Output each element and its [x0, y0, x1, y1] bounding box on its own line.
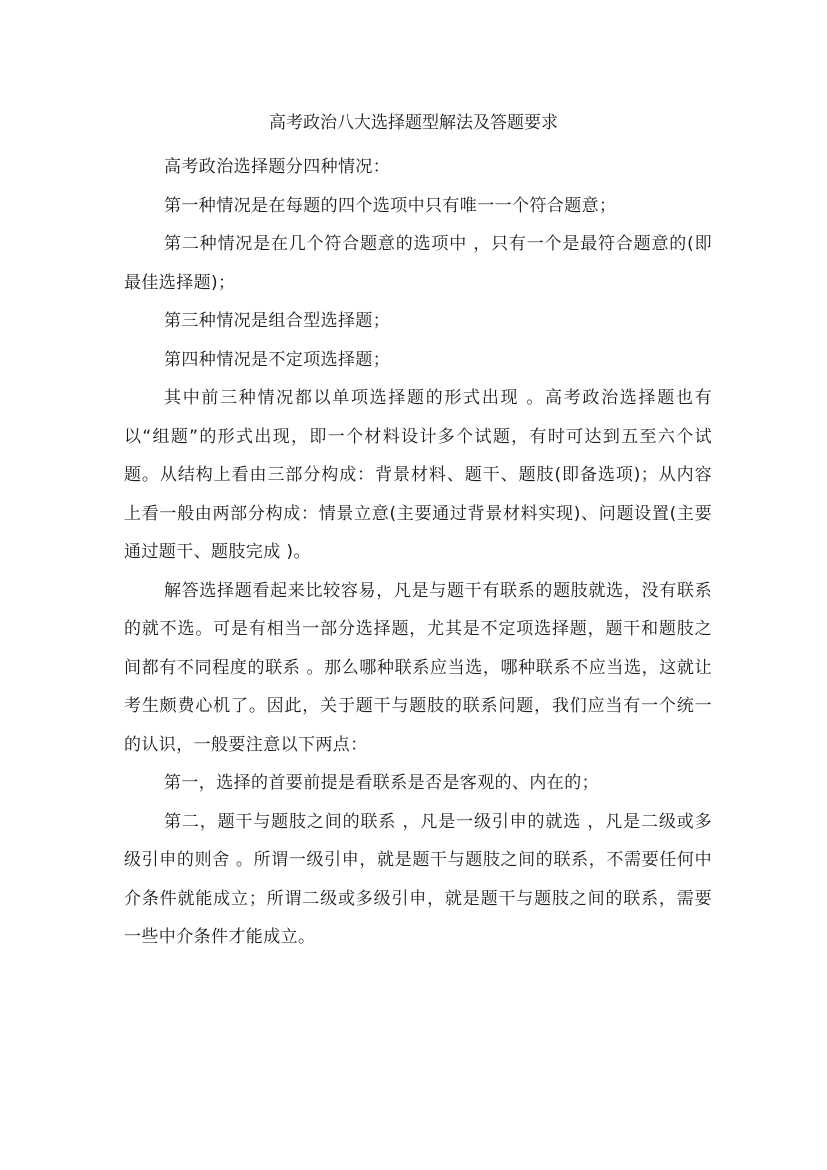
- paragraph-point-two: 第二，题干与题肢之间的联系 ，凡是一级引申的就选 ，凡是二级或多级引申的则舍 。所谓一级引申，就是题干与题肢之间的联系，不需要任何中介条件就能成立；所谓二级或多级引申，就是题干与题肢之间的联系，需要一些中介条件才能成立。: [124, 811, 712, 947]
- paragraph-case-four: 第四种情况是不定项选择题；: [164, 349, 391, 370]
- paragraph-case-one: 第一种情况是在每题的四个选项中只有唯一一个符合题意；: [164, 195, 617, 216]
- paragraph-structure: 其中前三种情况都以单项选择题的形式出现 。高考政治选择题也有以“组题”的形式出现，即一个材料设计多个试题，有时可达到五至六个试题。从结构上看由三部分构成：背景材料、题干、题肢(即备选项)；从内容上看一般由两部分构成：情景立意(主要通过背景材料实现)、问题设置(主要通过题干、题肢完成 )。: [124, 388, 712, 562]
- paragraph-case-three: 第三种情况是组合型选择题；: [164, 311, 391, 331]
- document-body: [124, 148, 712, 957]
- paragraph-answering: 解答选择题看起来比较容易，凡是与题干有联系的题肢就选，没有联系的就不选。可是有相当一部分选择题，尤其是不定项选择题，题干和题肢之间都有不同程度的联系 。那么哪种联系应当选，哪种联系不应当选，这就让考生颇费心机了。因此，关于题干与题肢的联系问题，我们应当有一个统一的认识，一般要注意以下两点：: [124, 580, 712, 755]
- paragraph-intro: 高考政治选择题分四种情况：: [164, 157, 391, 177]
- paragraph-point-one: 第一，选择的首要前提是看联系是否是客观的、内在的；: [164, 773, 599, 793]
- paragraph-case-two: 第二种情况是在几个符合题意的选项中 ，只有一个是最符合题意的(即最佳选择题)；: [124, 234, 712, 293]
- document-title: 高考政治八大选择题型解法及答题要求: [269, 113, 558, 133]
